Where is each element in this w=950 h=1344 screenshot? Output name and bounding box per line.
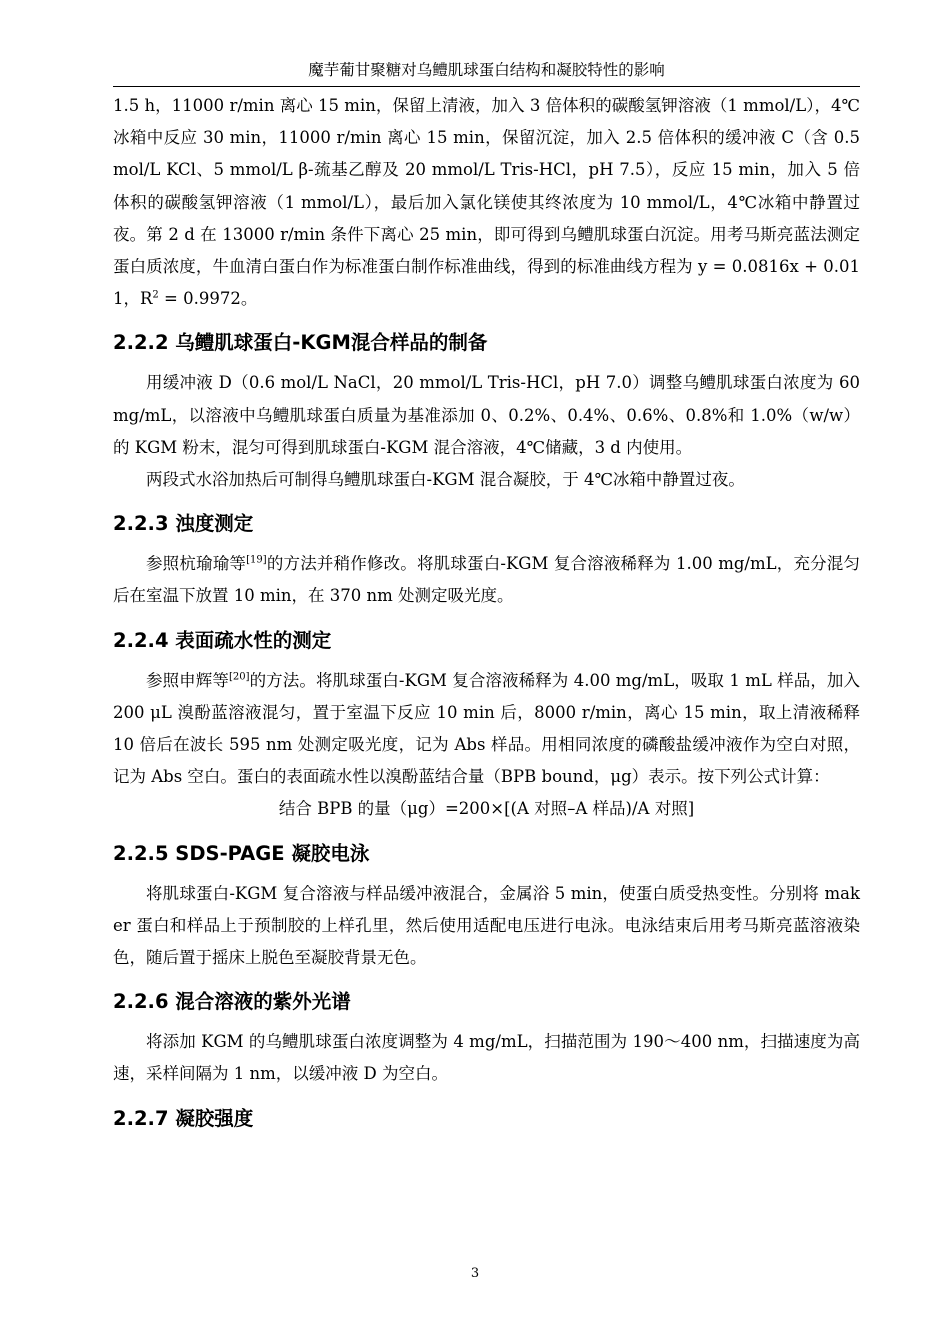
intro-text-part1: 1.5 h，11000 r/min 离心 15 min，保留上清液，加入 3 倍体积的碳酸氢钾溶液（1 mmol/L），4℃冰箱中反应 30 min，11000 r/min 离心 15 min，保留沉淀，加入 2.5 倍体积的缓冲液 C（含 0.5 mol/L KCl、5 mmol/L β-巯基乙醇及 20 mmol/L Tris-HCl，pH 7.5），反应 15 min，加入 5 倍体积的碳酸氢钾溶液（1 mmol/L），最后加入氯化镁使其终浓度为 10 mmol/L，4℃冰箱中静置过夜。第 2 d 在 13000 r/min 条件下离心 25 min，即可得到乌鳢肌球蛋白沉淀。用考马斯亮蓝法测定蛋白质浓度，牛血清白蛋白作为标准蛋白制作标准曲线，得到的标准曲线方程为 y = 0.0816x + 0.011，R — [113, 96, 860, 309]
r-squared-superscript: 2 — [152, 289, 159, 301]
section-2-2-2-paragraph-1: 用缓冲液 D（0.6 mol/L NaCl，20 mmol/L Tris-HCl，pH 7.0）调整乌鳢肌球蛋白浓度为 60 mg/mL，以溶液中乌鳢肌球蛋白质量为基准添加 0、0.2%、0.4%、0.6%、0.8%和 1.0%（w/w）的 KGM 粉末，混匀可得到肌球蛋白-KGM 混合溶液，4℃储藏，3 d 内使用。 — [113, 373, 860, 457]
citation-19: [19] — [246, 554, 267, 566]
section-heading-2-2-3: 2.2.3 浊度测定 — [113, 512, 254, 536]
section-2-2-5-paragraph: 将肌球蛋白-KGM 复合溶液与样品缓冲液混合，金属浴 5 min，使蛋白质受热变性。分别将 maker 蛋白和样品上于预制胶的上样孔里，然后使用适配电压进行电泳。电泳结束后用考马斯亮蓝溶液染色，随后置于摇床上脱色至凝胶背景无色。 — [113, 883, 860, 968]
body-content — [113, 90, 860, 1143]
section-heading-2-2-4: 2.2.4 表面疏水性的测定 — [113, 628, 332, 652]
section-heading-2-2-6: 2.2.6 混合溶液的紫外光谱 — [113, 990, 351, 1014]
section-2-2-3-paragraph — [113, 548, 860, 612]
page-number: 3 — [470, 1266, 480, 1281]
section-2-2-4-paragraph — [113, 665, 860, 794]
section-heading-2-2-7: 2.2.7 凝胶强度 — [113, 1106, 254, 1130]
intro-paragraph — [113, 90, 860, 315]
bpb-formula: 结合 BPB 的量（μg）=200×[(A 对照–A 样品)/A 对照] — [278, 799, 695, 819]
section-2-2-3-text-part2: 的方法并稍作修改。将肌球蛋白-KGM 复合溶液稀释为 1.00 mg/mL，充分混匀后在室温下放置 10 min，在 370 nm 处测定吸光度。 — [113, 554, 860, 606]
section-2-2-4-text-part1: 参照申辉等 — [146, 670, 229, 690]
section-2-2-4-text-part2: 的方法。将肌球蛋白-KGM 复合溶液稀释为 4.00 mg/mL，吸取 1 mL 样品，加入 200 μL 溴酚蓝溶液混匀，置于室温下反应 10 min 后，8000 r/min，离心 15 min，取上清液稀释 10 倍后在波长 595 nm 处测定吸光度，记为 Abs 样品。用相同浓度的磷酸盐缓冲液作为空白对照，记为 Abs 空白。蛋白的表面疏水性以溴酚蓝结合量（BPB bound，μg）表示。按下列公式计算： — [113, 670, 861, 787]
section-heading-2-2-5: 2.2.5 SDS-PAGE 凝胶电泳 — [113, 841, 370, 865]
section-heading-2-2-2: 2.2.2 乌鳢肌球蛋白-KGM混合样品的制备 — [113, 331, 488, 355]
citation-20: [20] — [228, 671, 250, 683]
section-2-2-6-paragraph: 将添加 KGM 的乌鳢肌球蛋白浓度调整为 4 mg/mL，扫描范围为 190～400 nm，扫描速度为高速，采样间隔为 1 nm，以缓冲液 D 为空白。 — [113, 1032, 860, 1084]
intro-text-part2: = 0.9972。 — [158, 289, 258, 309]
running-header: 魔芋葡甘聚糖对乌鳢肌球蛋白结构和凝胶特性的影响 — [113, 58, 860, 87]
section-2-2-3-text-part1: 参照杭瑜瑜等 — [146, 554, 247, 574]
section-2-2-2-paragraph-2: 两段式水浴加热后可制得乌鳢肌球蛋白-KGM 混合凝胶，于 4℃冰箱中静置过夜。 — [146, 470, 745, 490]
